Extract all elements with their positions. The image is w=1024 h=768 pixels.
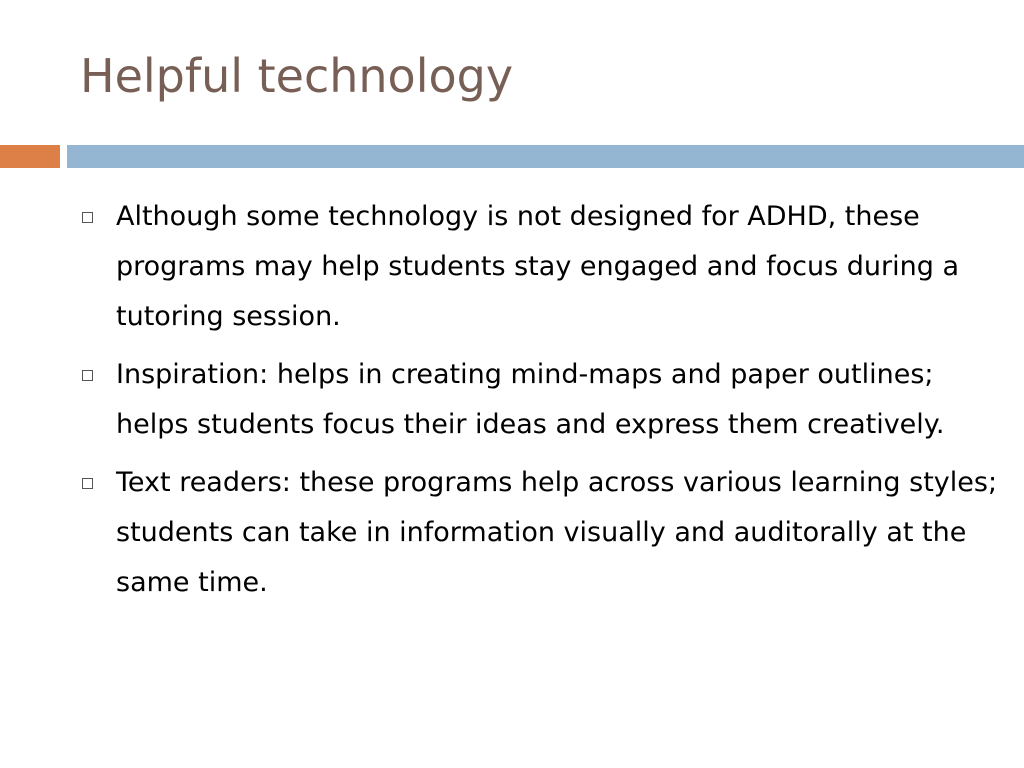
bullet-text: Inspiration: helps in creating mind-maps and paper outlines; helps students focus their ideas and express them creatively.: [116, 359, 945, 440]
bullet-list: [80, 192, 1000, 616]
bullet-text: Text readers: these programs help across various learning styles; students can take in information visually and auditorally at the same time.: [116, 467, 998, 598]
hollow-square-icon: [82, 478, 93, 489]
bullet-text: Although some technology is not designed for ADHD, these programs may help students stay engaged and focus during a tutoring session.: [116, 201, 959, 332]
title-accent-bar: [0, 145, 60, 168]
slide-title: Helpful technology: [80, 49, 514, 103]
bullet-item: [80, 350, 1000, 450]
hollow-square-icon: [82, 370, 93, 381]
bullet-item: [80, 458, 1000, 608]
bullet-item: [80, 192, 1000, 342]
title-rule-bar: [67, 145, 1024, 168]
hollow-square-icon: [82, 212, 93, 223]
